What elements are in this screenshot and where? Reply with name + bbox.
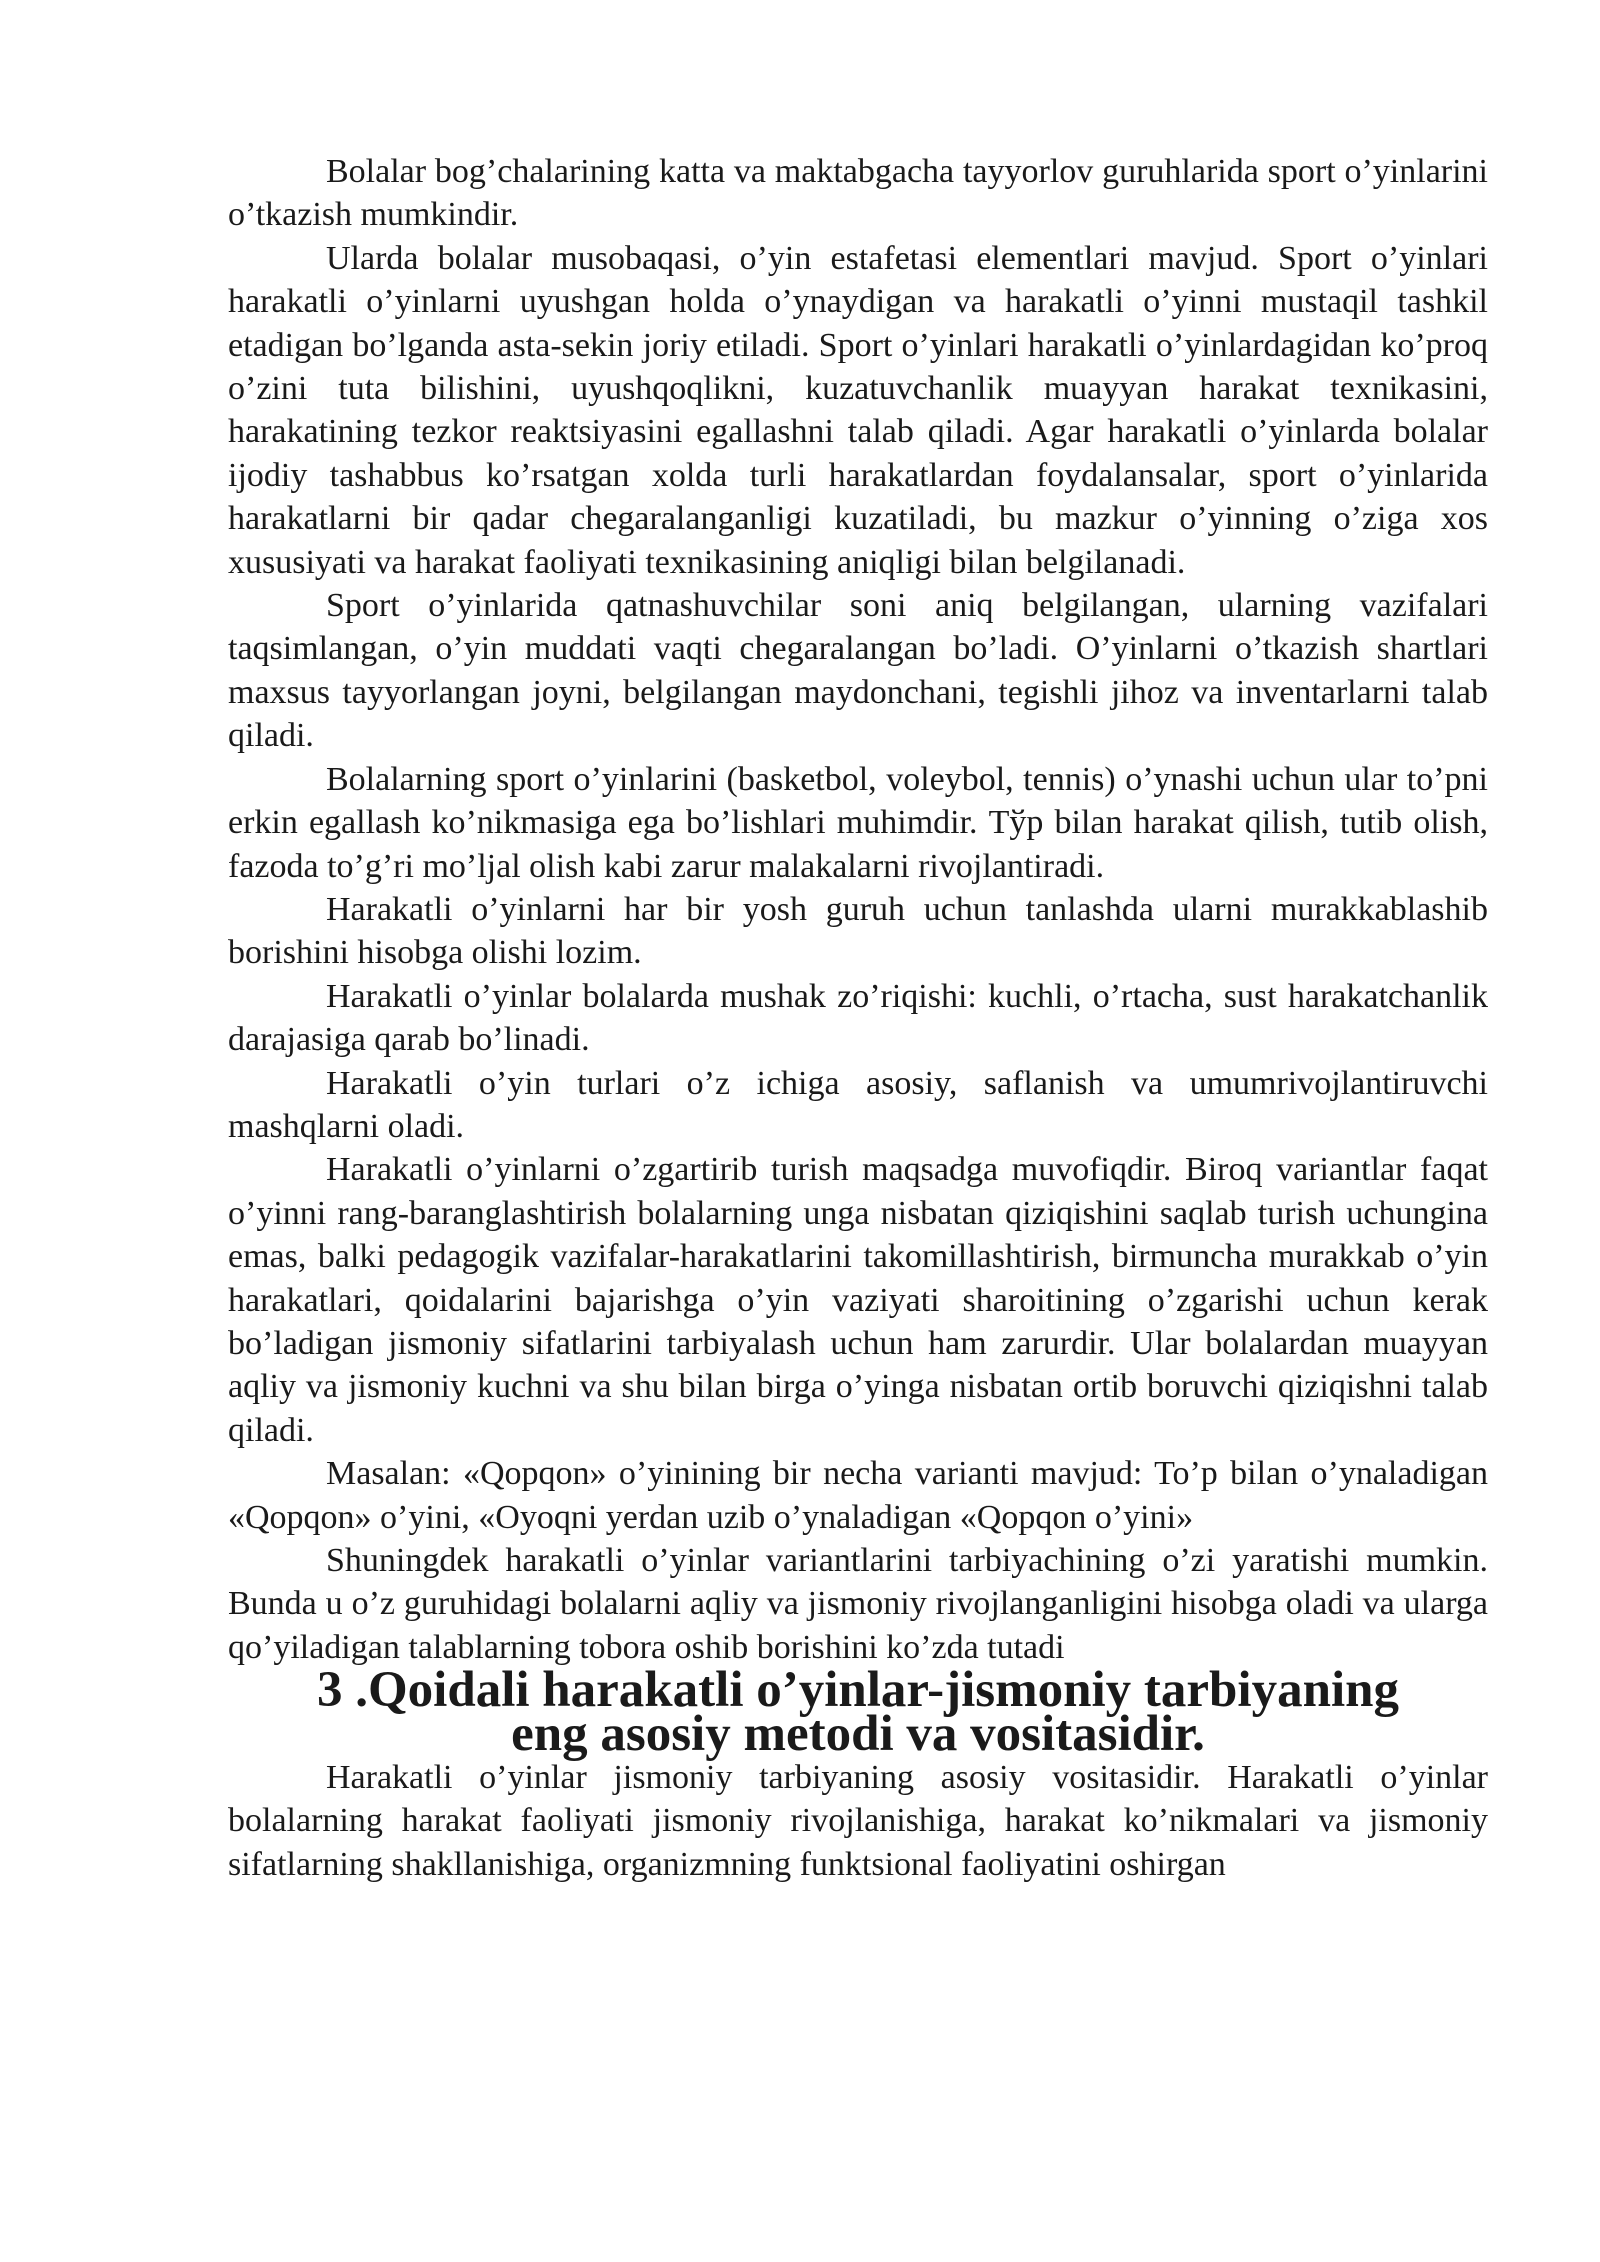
paragraph: Harakatli o’yinlar bolalarda mushak zo’riqishi: kuchli, o’rtacha, sust harakatchanlik darajasiga qarab bo’linadi. (228, 977, 1488, 1059)
section-heading: 3 .Qoidali harakatli o’yinlar-jismoniy tarbiyaning eng asosiy metodi va vositasidir. (317, 1662, 1399, 1762)
paragraph: Harakatli o’yinlarni har bir yosh guruh uchun tanlashda ularni murakkablashib borishini hisobga olishi lozim. (228, 890, 1488, 972)
paragraph: Shuningdek harakatli o’yinlar variantlarini tarbiyachining o’zi yaratishi mumkin. Bunda u o’z guruhidagi bolalarni aqliy va jismoniy rivojlanganligini hisobga oladi va ularga qo’yiladigan talablarning tobora oshib borishini ko’zda tutadi (228, 1542, 1488, 1666)
document-page (228, 150, 1488, 1886)
paragraph: Sport o’yinlarida qatnashuvchilar soni aniq belgilangan, ularning vazifalari taqsimlangan, o’yin muddati vaqti chegaralangan bo’ladi. O’yinlarni o’tkazish shartlari maxsus tayyorlangan joyni, belgilangan maydonchani, tegishli jihoz va inventarlarni talab qiladi. (228, 587, 1488, 755)
paragraph: Harakatli o’yin turlari o’z ichiga asosiy, saflanish va umumrivojlantiruvchi mashqlarni oladi. (228, 1064, 1488, 1145)
paragraph: Ularda bolalar musobaqasi, o’yin estafetasi elementlari mavjud. Sport o’yinlari harakatli o’yinlarni uyushgan holda o’ynaydigan va harakatli o’yinni mustaqil tashkil etadigan bo’lganda asta-sekin joriy etiladi. Sport o’yinlari harakatli o’yinlardagidan ko’proq o’zini tuta bilishini, uyushqoqlikni, kuzatuvchanlik muayyan harakat texnikasini, harakatining tezkor reaktsiyasini egallashni talab qiladi. Agar harakatli o’yinlarda bolalar ijodiy tashabbus ko’rsatgan xolda turli harakatlardan foydalansalar, sport o’yinlarida harakatlarni bir qadar chegaralanganligi kuzatiladi, bu mazkur o’yinning o’ziga xos xususiyati va harakat faoliyati texnikasining aniqligi bilan belgilanadi. (228, 239, 1488, 581)
paragraph: Bolalarning sport o’yinlarini (basketbol, voleybol, tennis) o’ynashi uchun ular to’pni erkin egallash ko’nikmasiga ega bo’lishlari muhimdir. Тўр bilan harakat qilish, tutib olish, fazoda to’g’ri mo’ljal olish kabi zarur malakalarni rivojlantiradi. (228, 760, 1488, 885)
paragraph: Harakatli o’yinlarni o’zgartirib turish maqsadga muvofiqdir. Biroq variantlar faqat o’yinni rang-baranglashtirish bolalarning unga nisbatan qiziqishini saqlab turish uchungina emas, balki pedagogik vazifalar-harakatlarini takomillashtirish, birmuncha murakkab o’yin harakatlari, qoidalarini bajarishga o’yin vaziyati sharoitining o’zgarishi uchun kerak bo’ladigan jismoniy sifatlarini tarbiyalash uchun ham zarurdir. Ular bolalardan muayyan aqliy va jismoniy kuchni va shu bilan birga o’yinga nisbatan ortib boruvchi qiziqishni talab qiladi. (228, 1151, 1488, 1449)
paragraph: Harakatli o’yinlar jismoniy tarbiyaning asosiy vositasidir. Harakatli o’yinlar bolalarning harakat faoliyati jismoniy rivojlanishiga, harakat ko’nikmalari va jismoniy sifatlarning shakllanishiga, organizmning funktsional faoliyatini oshirgan (228, 1759, 1488, 1883)
paragraph: Masalan: «Qopqon» o’yinining bir necha varianti mavjud: To’p bilan o’ynaladigan «Qopqon» o’yini, «Oyoqni yerdan uzib o’ynaladigan «Qopqon o’yini» (228, 1455, 1488, 1536)
paragraph: Bolalar bog’chalarining katta va maktabgacha tayyorlov guruhlarida sport o’yinlarini o’tkazish mumkindir. (228, 153, 1488, 234)
